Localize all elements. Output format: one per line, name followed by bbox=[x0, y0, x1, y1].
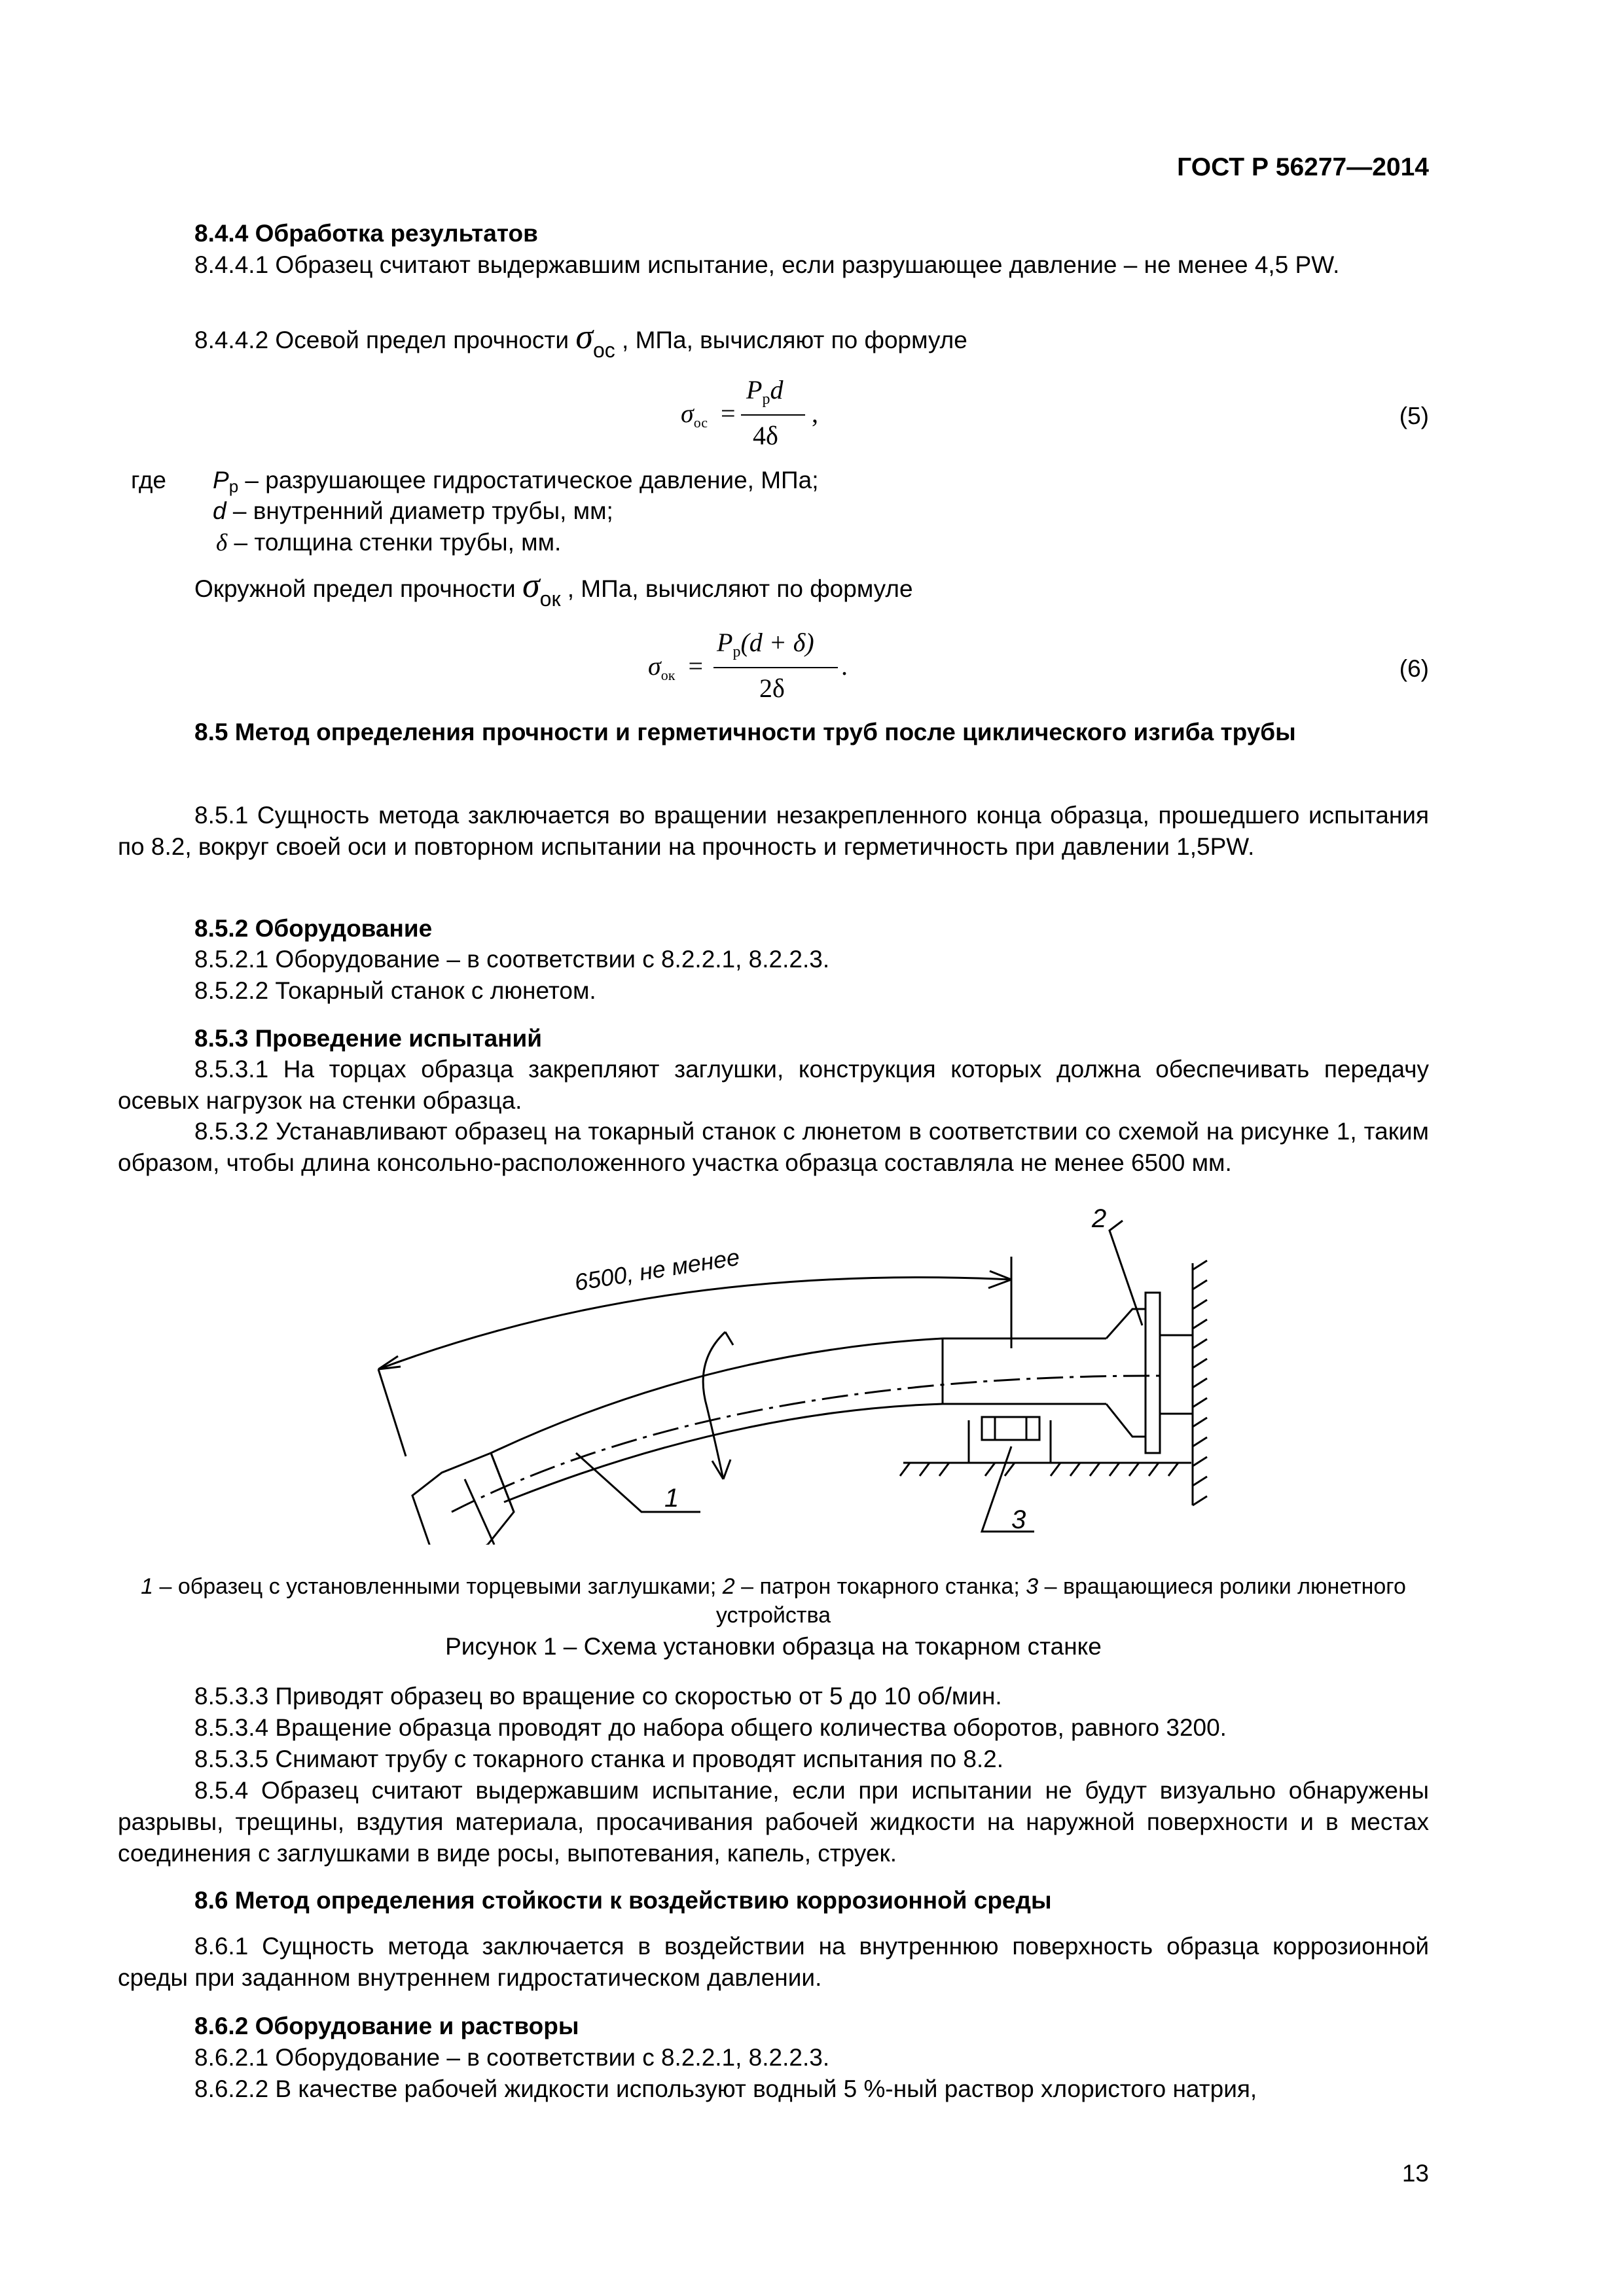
paragraph-8-5-3-5: 8.5.3.5 Снимают трубу с токарного станка и проводят испытания по 8.2. bbox=[194, 1746, 1004, 1772]
section-8-6-2-title: 8.6.2 Оборудование и растворы bbox=[194, 2013, 579, 2039]
paragraph-8-5-1: 8.5.1 Сущность метода заключается во вращении незакрепленного конца образца, прошедшего испытания по 8.2, вокруг своей оси и повторном испытании на прочность и герметичность при давлении 1,5PW. bbox=[118, 802, 1429, 860]
paragraph-8-5-2-2: 8.5.2.2 Токарный станок с люнетом. bbox=[194, 977, 596, 1004]
document-header: ГОСТ Р 56277—2014 bbox=[1177, 153, 1429, 181]
leader-2 bbox=[1110, 1221, 1142, 1325]
page-number: 13 bbox=[1401, 2160, 1429, 2187]
dimension-arc bbox=[378, 1278, 1011, 1369]
dimension-label: 6500, не менее bbox=[572, 1243, 742, 1296]
end-plug bbox=[412, 1453, 514, 1545]
figure-label-3: 3 bbox=[1011, 1505, 1026, 1534]
tube-upper-edge bbox=[491, 1338, 943, 1453]
formula-5-fraction-bar bbox=[741, 414, 805, 416]
formula-5-denominator: 4δ bbox=[753, 421, 778, 450]
leader-3 bbox=[982, 1446, 1034, 1532]
formula-5-numerator: $P_рd$ bbox=[746, 375, 784, 408]
section-8-5-title: 8.5 Метод определения прочности и герметичности труб после циклического изгиба трубы bbox=[194, 719, 1296, 745]
paragraph-8-4-4-2 bbox=[194, 317, 967, 366]
formula-6-numerator: $P_р(d + \delta)$ bbox=[717, 628, 814, 660]
chuck bbox=[1106, 1309, 1146, 1437]
formula-6-dot: . bbox=[841, 651, 848, 681]
formula-5-comma: , bbox=[812, 399, 818, 428]
formula-6-lhs: $\sigma_{ок}$ = bbox=[648, 651, 703, 683]
figure-1-caption: 1 – образец с установленными торцевыми заглушками; 2 – патрон токарного станка; 3 – вращающиеся ролики люнетного устройства bbox=[141, 1574, 1406, 1628]
figure-label-1: 1 bbox=[664, 1484, 679, 1513]
text-after: , МПа, вычисляют по формуле bbox=[622, 327, 967, 353]
paragraph-8-5-3-4: 8.5.3.4 Вращение образца проводят до набора общего количества оборотов, равного 3200. bbox=[194, 1714, 1227, 1741]
formula-5-number: (5) bbox=[1399, 403, 1429, 429]
dimension-extension-left bbox=[378, 1369, 406, 1456]
paragraph-8-5-2-1: 8.5.2.1 Оборудование – в соответствии с 8.2.2.1, 8.2.2.3. bbox=[194, 946, 830, 973]
definition-pressure: Pр – разрушающее гидростатическое давление, МПа; bbox=[213, 467, 819, 496]
formula-6-fraction-bar bbox=[713, 667, 838, 668]
sigma-symbol: σ bbox=[575, 317, 593, 356]
steady-rest-rollers bbox=[982, 1417, 1039, 1440]
paragraph-8-5-3-3: 8.5.3.3 Приводят образец во вращение со скоростью от 5 до 10 об/мин. bbox=[194, 1683, 1002, 1710]
section-8-6-title: 8.6 Метод определения стойкости к воздействию коррозионной среды bbox=[194, 1887, 1052, 1914]
where-label: где bbox=[131, 467, 167, 493]
definition-thickness: δ – толщина стенки трубы, мм. bbox=[216, 529, 562, 556]
text-before: 8.4.4.2 Осевой предел прочности bbox=[194, 327, 569, 353]
section-8-5-2-title: 8.5.2 Оборудование bbox=[194, 915, 433, 942]
paragraph-8-5-3-1: 8.5.3.1 На торцах образца закрепляют заглушки, конструкция которых должна обеспечивать передачу осевых нагрузок на стенки образца. bbox=[118, 1056, 1429, 1114]
sigma-subscript: ос bbox=[592, 338, 615, 362]
tube-centerline bbox=[452, 1376, 1165, 1512]
paragraph-8-6-2-2: 8.6.2.2 В качестве рабочей жидкости используют водный 5 %-ный раствор хлористого натрия, bbox=[194, 2075, 1257, 2102]
paragraph-8-5-4: 8.5.4 Образец считают выдержавшим испытание, если при испытании не будут визуально обнаружены разрывы, трещины, вздутия материала, просачивания рабочей жидкости на наружной поверхности и в местах соединения с заглушками в виде росы, выпотевания, капель, струек. bbox=[118, 1777, 1429, 1867]
formula-6-denominator: 2δ bbox=[759, 673, 785, 703]
section-8-5-3-title: 8.5.3 Проведение испытаний bbox=[194, 1025, 543, 1052]
rotation-arrow bbox=[703, 1332, 725, 1479]
formula-6-number: (6) bbox=[1399, 655, 1429, 682]
paragraph-8-6-1: 8.6.1 Сущность метода заключается в воздействии на внутреннюю поверхность образца коррозионной среды при заданном внутреннем гидростатическом давлении. bbox=[118, 1933, 1429, 1991]
paragraph-8-6-2-1: 8.6.2.1 Оборудование – в соответствии с 8.2.2.1, 8.2.2.3. bbox=[194, 2044, 830, 2071]
formula-5-lhs: $\sigma_{ос}$ = bbox=[681, 399, 736, 431]
figure-label-2: 2 bbox=[1092, 1204, 1107, 1233]
definition-diameter: d – внутренний диаметр трубы, мм; bbox=[213, 497, 613, 524]
section-8-4-4-title: 8.4.4 Обработка результатов bbox=[194, 220, 538, 247]
leader-1 bbox=[576, 1453, 700, 1512]
paragraph-hoop-strength: Окружной предел прочности σок , МПа, вычисляют по формуле bbox=[194, 565, 913, 611]
paragraph-8-5-3-2: 8.5.3.2 Устанавливают образец на токарный станок с люнетом в соответствии со схемой на рисунке 1, таким образом, чтобы длина консольно-расположенного участка образца составляла не менее 6500 мм. bbox=[118, 1118, 1429, 1176]
figure-1-title: Рисунок 1 – Схема установки образца на токарном станке bbox=[445, 1633, 1102, 1660]
paragraph-8-4-4-1: 8.4.4.1 Образец считают выдержавшим испытание, если разрушающее давление – не менее 4,5 PW. bbox=[194, 251, 1340, 278]
figure-1-diagram bbox=[367, 1204, 1231, 1545]
